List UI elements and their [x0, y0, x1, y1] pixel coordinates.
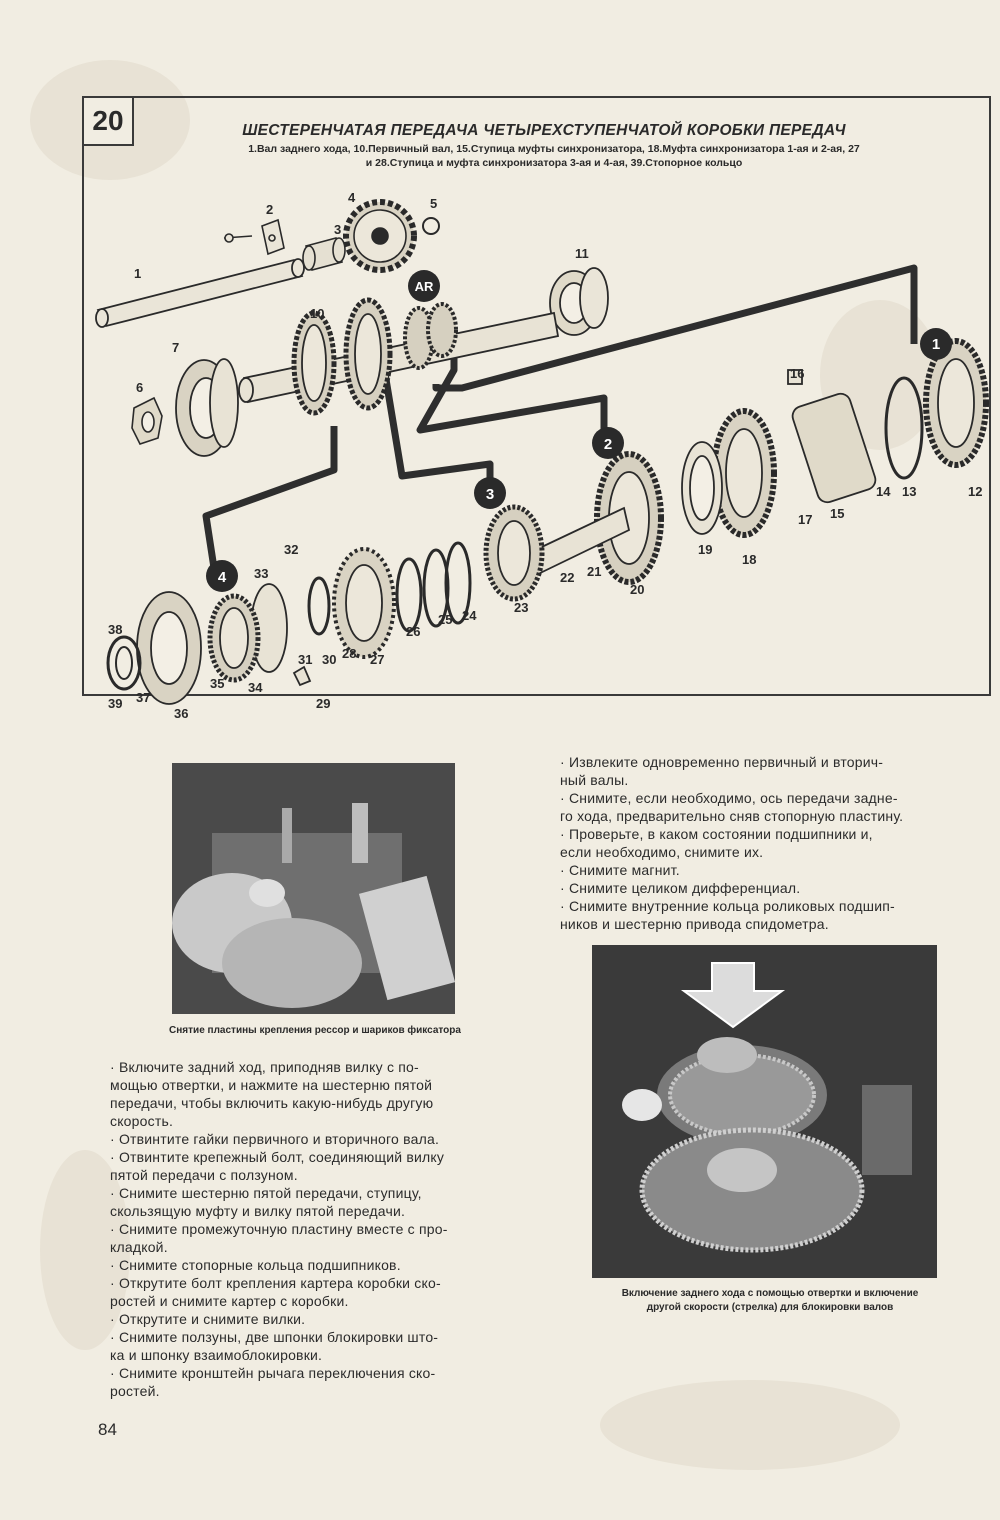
- secondary-shaft: [108, 454, 661, 704]
- part-number-label: 16: [790, 366, 805, 381]
- text-line: · Снимите стопорные кольца подшипников.: [110, 1257, 401, 1273]
- part-number-label: 19: [698, 542, 713, 557]
- part-number-label: 17: [798, 512, 813, 527]
- part-number-label: 23: [514, 600, 529, 615]
- part-number-label: 1: [134, 266, 142, 281]
- text-line: го хода, предварительно сняв стопорную пластину.: [560, 808, 904, 824]
- callout-1: [920, 328, 952, 360]
- gear-part-4: [346, 202, 414, 270]
- part-number-label: 36: [174, 706, 189, 721]
- text-line: ников и шестерню привода спидометра.: [560, 916, 829, 932]
- part-number-label: 14: [876, 484, 891, 499]
- svg-text:1: 1: [931, 336, 941, 353]
- primary-shaft-10: [239, 300, 558, 413]
- figure-number: 20: [84, 98, 134, 146]
- figure-title: ШЕСТЕРЕНЧАТАЯ ПЕРЕДАЧА ЧЕТЫРЕХСТУПЕНЧАТОЙ КОРОБКИ ПЕРЕДАЧ: [242, 122, 846, 139]
- text-line: · Снимите ползуны, две шпонки блокировки што-: [110, 1329, 439, 1345]
- plate-part-2: [224, 220, 284, 254]
- text-line: скользящую муфту и вилку пятой передачи.: [110, 1203, 406, 1219]
- part-number-label: 37: [136, 690, 151, 705]
- part-number-label: 11: [575, 246, 589, 261]
- callout-2: [592, 427, 624, 459]
- text-line: · Снимите кронштейн рычага переключения ско-: [110, 1365, 436, 1381]
- part-number-label: 20: [630, 582, 645, 597]
- text-line: ростей и снимите картер с коробки.: [110, 1293, 349, 1309]
- text-line: · Отвинтите крепежный болт, соединяющий вилку: [110, 1149, 445, 1165]
- part-number-label: 6: [136, 380, 144, 395]
- part-number-label: 35: [210, 676, 225, 691]
- text-line: ростей.: [110, 1383, 160, 1399]
- figure-legend-line: 1.Вал заднего хода, 10.Первичный вал, 15.Ступица муфты синхронизатора, 18.Муфта синхронизатора 1-ая и 2-ая, 27: [248, 143, 860, 155]
- instructions-left-column: [110, 1058, 518, 1400]
- text-line: скорость.: [110, 1113, 174, 1129]
- part-number-label: 21: [587, 564, 602, 579]
- part-number-label: 27: [370, 652, 385, 667]
- page-number: 84: [98, 1420, 117, 1439]
- svg-text:4: 4: [217, 569, 227, 586]
- paper-stain: [600, 1380, 900, 1470]
- callout-3: [474, 477, 506, 509]
- part-number-label: 2: [266, 202, 274, 217]
- part-number-label: 18: [742, 552, 757, 567]
- bearing-part-11: [550, 268, 608, 335]
- caption-line: другой скорости (стрелка) для блокировки валов: [646, 1302, 894, 1313]
- text-line: мощью отвертки, и нажмите на шестерню пятой: [110, 1077, 433, 1093]
- text-line: · Снимите внутренние кольца роликовых подшип-: [560, 898, 895, 914]
- text-line: · Снимите магнит.: [560, 862, 680, 878]
- part-number-label: 30: [322, 652, 337, 667]
- part-number-label: 38: [108, 622, 123, 637]
- part-number-label: 10: [310, 306, 325, 321]
- part-number-label: 25: [438, 612, 453, 627]
- callout-4: [206, 560, 238, 592]
- text-line: передачи, чтобы включить какую-нибудь другую: [110, 1095, 434, 1111]
- figure-legend-line: и 28.Ступица и муфта синхронизатора 3-ая и 4-ая, 39.Стопорное кольцо: [365, 157, 743, 169]
- text-line: ный валы.: [560, 772, 629, 788]
- part-number-label: 13: [902, 484, 917, 499]
- bearing-part-7: [176, 359, 238, 456]
- text-line: · Включите задний ход, приподняв вилку с по-: [110, 1059, 419, 1075]
- text-line: · Отвинтите гайки первичного и вторичного вала.: [110, 1131, 440, 1147]
- part-number-label: 29: [316, 696, 331, 711]
- text-line: · Снимите промежуточную пластину вместе с про-: [110, 1221, 448, 1237]
- text-line: если необходимо, снимите их.: [560, 844, 764, 860]
- text-line: · Снимите шестерню пятой передачи, ступицу,: [110, 1185, 422, 1201]
- svg-text:AR: AR: [414, 279, 434, 294]
- gearbox-diagram-figure: [82, 96, 991, 721]
- text-line: · Извлеките одновременно первичный и вторич-: [560, 754, 884, 770]
- part-number-label: 24: [462, 608, 477, 623]
- text-line: · Проверьте, в каком состоянии подшипники и,: [560, 826, 873, 842]
- part-number-label: 34: [248, 680, 263, 695]
- photo-caption-left: Снятие пластины крепления рессор и шариков фиксатора: [169, 1025, 461, 1036]
- svg-text:2: 2: [603, 436, 613, 453]
- photo-gear-locking: [592, 945, 937, 1278]
- text-line: · Снимите целиком дифференциал.: [560, 880, 801, 896]
- photo-illustration: [592, 945, 937, 1278]
- bushing-part-3: [303, 238, 345, 270]
- text-line: кладкой.: [110, 1239, 168, 1255]
- part-number-label: 32: [284, 542, 299, 557]
- exploded-gear-diagram: [84, 98, 989, 721]
- photo-gearbox-disassembly: [172, 763, 455, 1014]
- part-number-label: 28: [342, 646, 357, 661]
- part-number-label: 31: [298, 652, 313, 667]
- part-number-label: 39: [108, 696, 123, 711]
- svg-text:3: 3: [485, 486, 495, 503]
- part-number-label: 22: [560, 570, 575, 585]
- ring-part-5: [423, 218, 439, 234]
- part-number-label: 26: [406, 624, 421, 639]
- text-line: пятой передачи с ползуном.: [110, 1167, 298, 1183]
- text-line: · Открутите болт крепления картера коробки ско-: [110, 1275, 441, 1291]
- part-number-label: 3: [334, 222, 342, 237]
- part-number-label: 4: [348, 190, 356, 205]
- part-number-label: 33: [254, 566, 269, 581]
- reverse-shaft: [96, 259, 304, 327]
- photo-illustration: [172, 763, 455, 1014]
- text-line: · Снимите, если необходимо, ось передачи задне-: [560, 790, 898, 806]
- part-number-label: 5: [430, 196, 438, 211]
- figure-legend: [164, 142, 944, 170]
- caption-line: Включение заднего хода с помощью отвертки и включение: [621, 1288, 919, 1299]
- instructions-right-column: [560, 753, 970, 933]
- callout-ar: [408, 270, 440, 302]
- part-number-label: 12: [968, 484, 983, 499]
- text-line: · Открутите и снимите вилки.: [110, 1311, 306, 1327]
- part-number-label: 15: [830, 506, 845, 521]
- photo-caption-right: [570, 1287, 970, 1315]
- nut-part-6: [132, 398, 162, 444]
- text-line: ка и шпонку взаимоблокировки.: [110, 1347, 323, 1363]
- part-number-label: 7: [172, 340, 180, 355]
